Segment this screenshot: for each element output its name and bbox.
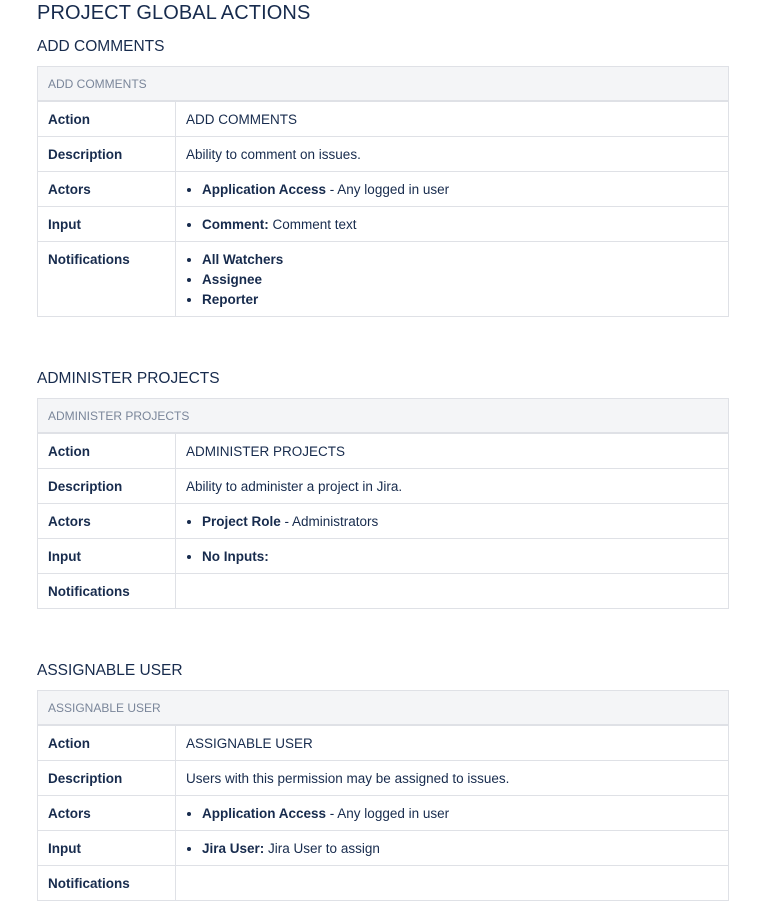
description-value: Ability to administer a project in Jira.: [176, 469, 729, 504]
actor-name: Application Access: [202, 182, 327, 197]
description-value: Users with this permission may be assigned to issues.: [176, 761, 729, 796]
action-value: ASSIGNABLE USER: [176, 725, 729, 761]
table-row-actors: [38, 504, 729, 539]
table-assignable-user: [37, 690, 729, 901]
description-value: Ability to comment on issues.: [176, 137, 729, 172]
input-value: [176, 539, 729, 574]
row-label-actors: Actors: [38, 172, 176, 207]
inputs-list: [186, 216, 718, 233]
input-name: No Inputs:: [202, 549, 269, 564]
actors-value: [176, 796, 729, 831]
table-row-input: [38, 831, 729, 866]
row-label-description: Description: [38, 137, 176, 172]
action-value: ADD COMMENTS: [176, 101, 729, 137]
notifications-value: [176, 574, 729, 609]
table-caption-row: [38, 67, 729, 102]
table-row-input: [38, 207, 729, 242]
row-label-description: Description: [38, 761, 176, 796]
row-label-description: Description: [38, 469, 176, 504]
list-item: [202, 181, 718, 198]
row-label-notifications: Notifications: [38, 866, 176, 901]
input-detail: Jira User to assign: [264, 841, 380, 856]
section-heading-administer-projects: ADMINISTER PROJECTS: [37, 370, 220, 387]
table-row-action: [38, 433, 729, 469]
list-item: [202, 548, 718, 565]
inputs-list: [186, 548, 718, 565]
list-item: • Assignee: [202, 271, 718, 288]
action-value: ADMINISTER PROJECTS: [176, 433, 729, 469]
table-row-description: [38, 469, 729, 504]
table-administer-projects: [37, 398, 729, 609]
section-heading-add-comments: ADD COMMENTS: [37, 38, 165, 55]
input-value: [176, 207, 729, 242]
notifications-value: [176, 242, 729, 317]
table-row-notifications: [38, 242, 729, 317]
actors-list: [186, 181, 718, 198]
actor-detail: - Administrators: [280, 514, 379, 529]
table-add-comments: [37, 66, 729, 317]
actor-name: Project Role: [202, 514, 281, 529]
row-label-notifications: Notifications: [38, 574, 176, 609]
table-caption: ADMINISTER PROJECTS: [38, 399, 729, 434]
list-item: • All Watchers: [202, 251, 718, 268]
row-label-notifications: Notifications: [38, 242, 176, 317]
inputs-list: [186, 840, 718, 857]
table-row-action: [38, 725, 729, 761]
table-row-actors: [38, 172, 729, 207]
row-label-action: Action: [38, 101, 176, 137]
row-label-action: Action: [38, 433, 176, 469]
list-item: • Reporter: [202, 291, 718, 308]
list-item: [202, 513, 718, 530]
actors-list: [186, 805, 718, 822]
actors-value: [176, 172, 729, 207]
section-heading-assignable-user: ASSIGNABLE USER: [37, 662, 183, 679]
actor-detail: - Any logged in user: [326, 182, 450, 197]
table-caption-row: [38, 691, 729, 726]
table-row-description: [38, 761, 729, 796]
notifications-list: [186, 251, 718, 308]
input-name: Jira User:: [202, 841, 265, 856]
list-item: [202, 840, 718, 857]
page-title: PROJECT GLOBAL ACTIONS: [37, 2, 311, 24]
table-row-input: [38, 539, 729, 574]
table-row-description: [38, 137, 729, 172]
table-row-actors: [38, 796, 729, 831]
list-item: [202, 805, 718, 822]
row-label-actors: Actors: [38, 796, 176, 831]
actors-value: [176, 504, 729, 539]
table-row-action: [38, 101, 729, 137]
table-caption-row: [38, 399, 729, 434]
input-value: [176, 831, 729, 866]
list-item: [202, 216, 718, 233]
input-detail: Comment text: [268, 217, 357, 232]
row-label-input: Input: [38, 831, 176, 866]
row-label-input: Input: [38, 207, 176, 242]
row-label-actors: Actors: [38, 504, 176, 539]
table-caption: ASSIGNABLE USER: [38, 691, 729, 726]
actor-name: Application Access: [202, 806, 327, 821]
actor-detail: - Any logged in user: [326, 806, 450, 821]
table-row-notifications: [38, 574, 729, 609]
row-label-input: Input: [38, 539, 176, 574]
table-row-notifications: [38, 866, 729, 901]
input-name: Comment:: [202, 217, 269, 232]
notifications-value: [176, 866, 729, 901]
actors-list: [186, 513, 718, 530]
row-label-action: Action: [38, 725, 176, 761]
table-caption: ADD COMMENTS: [38, 67, 729, 102]
